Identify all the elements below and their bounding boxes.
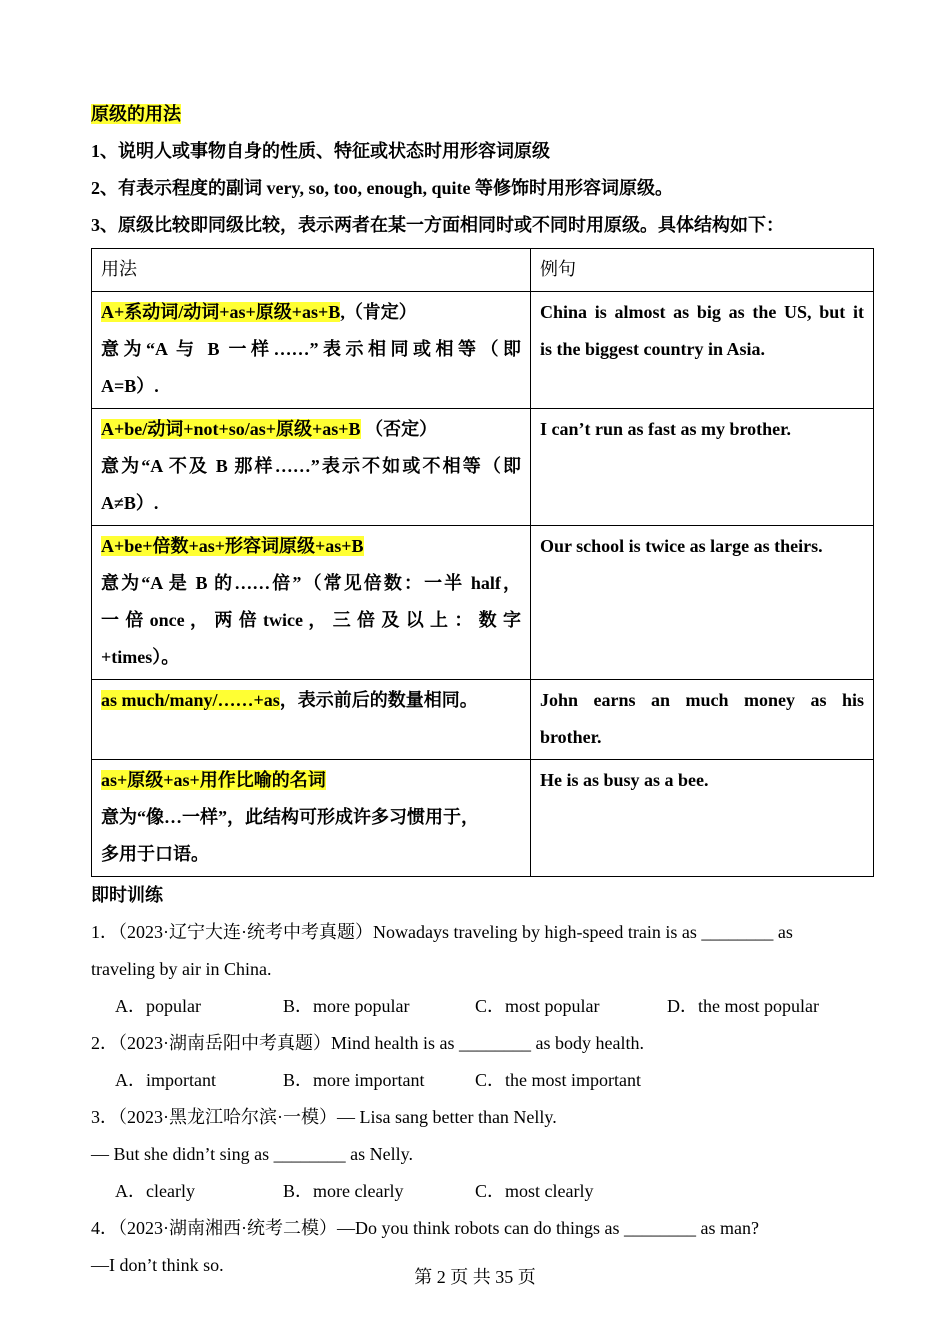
example-line: He is as busy as a bee. [540,770,709,790]
pattern: as+原级+as+用作比喻的名词 [101,770,326,790]
example-cell [531,526,874,680]
question-line: —I don’t think so. [91,1255,224,1275]
meaning-line: 意为“像…一样”，此结构可形成许多习惯用于， [101,807,479,827]
table-row [92,680,874,760]
example-line: China is almost as big as the US, but it [540,302,864,322]
option-c: C．the most important [475,1070,641,1090]
option-a: A．important [115,1070,216,1090]
options [91,1062,874,1099]
usage-cell [92,526,531,680]
example-cell [531,409,874,526]
example-line: brother. [540,727,602,747]
usage-cell [92,760,531,877]
table-row [92,292,874,409]
pattern: A+be+倍数+as+形容词原级+as+B [101,536,364,556]
question-line: traveling by air in China. [91,959,272,979]
option-d: D．the most popular [667,996,819,1016]
table-row [92,526,874,680]
option-b: B．more important [283,1070,425,1090]
pattern: as much/many/……+as [101,690,280,710]
example-line: Our school is twice as large as theirs. [540,536,823,556]
meaning-line: +times）。 [101,647,180,667]
usage-table [91,248,874,877]
question-line: — But she didn’t sing as ________ as Nelly. [91,1144,413,1164]
pattern-note: （否定） [360,419,438,439]
example-line: I can’t run as fast as my brother. [540,419,792,439]
meaning-line: 一 倍 once ， 两 倍 twice ， 三 倍 及 以 上 ： 数 字 [101,610,521,630]
meaning-line: 多用于口语。 [101,844,209,864]
rule-1: 1、说明人或事物自身的性质、特征或状态时用形容词原级 [91,141,550,161]
header-example: 例句 [531,249,874,292]
section-title: 原级的用法 [91,104,181,124]
question-line: 4．（2023·湖南湘西·统考二模）—Do you think robots can do things as ________ as man? [91,1218,759,1238]
table-row [92,760,874,877]
document-page [91,96,874,1284]
meaning-line: 意为“A 与 B 一样……”表示相同或相等（即 [101,339,521,359]
pattern: A+be/动词+not+so/as+原级+as+B [101,419,361,439]
meaning-line: 意为“A 不及 B 那样……”表示不如或不相等（即 [101,456,521,476]
example-cell [531,760,874,877]
meaning-line: A=B）. [101,376,159,396]
table-row [92,409,874,526]
example-line: John earns an much money as his [540,690,864,710]
question-line: 2．（2023·湖南岳阳中考真题）Mind health is as ________ as body health. [91,1033,644,1053]
meaning-line: 意为“A 是 B 的……倍”（常见倍数：一半 half， [101,573,521,593]
example-cell [531,292,874,409]
options [91,988,874,1025]
option-c: C．most popular [475,996,600,1016]
question-1 [91,914,874,1025]
option-b: B．more popular [283,996,410,1016]
usage-cell [92,409,531,526]
table-header-row [92,249,874,292]
example-line: is the biggest country in Asia. [540,339,766,359]
practice-title: 即时训练 [91,885,163,905]
question-3 [91,1099,874,1210]
question-2 [91,1025,874,1099]
options [91,1173,874,1210]
header-usage: 用法 [92,249,531,292]
option-a: A．clearly [115,1181,195,1201]
page-footer: 第 2 页 共 35 页 [414,1267,536,1287]
option-b: B．more clearly [283,1181,404,1201]
usage-cell [92,680,531,760]
rule-2: 2、有表示程度的副词 very, so, too, enough, quite 等修饰时用形容词原级。 [91,178,674,198]
example-cell [531,680,874,760]
question-line: 1．（2023·辽宁大连·统考中考真题）Nowadays traveling by high-speed train is as ________ as [91,922,793,942]
option-c: C．most clearly [475,1181,594,1201]
meaning-line: A≠B）. [101,493,159,513]
question-line: 3．（2023·黑龙江哈尔滨·一模）— Lisa sang better than Nelly. [91,1107,557,1127]
pattern-note: ,（肯定） [340,302,417,322]
usage-cell [92,292,531,409]
rule-3: 3、原级比较即同级比较，表示两者在某一方面相同时或不同时用原级。具体结构如下： [91,215,784,235]
pattern-note: ，表示前后的数量相同。 [279,690,478,710]
pattern: A+系动词/动词+as+原级+as+B [101,302,341,322]
option-a: A．popular [115,996,201,1016]
